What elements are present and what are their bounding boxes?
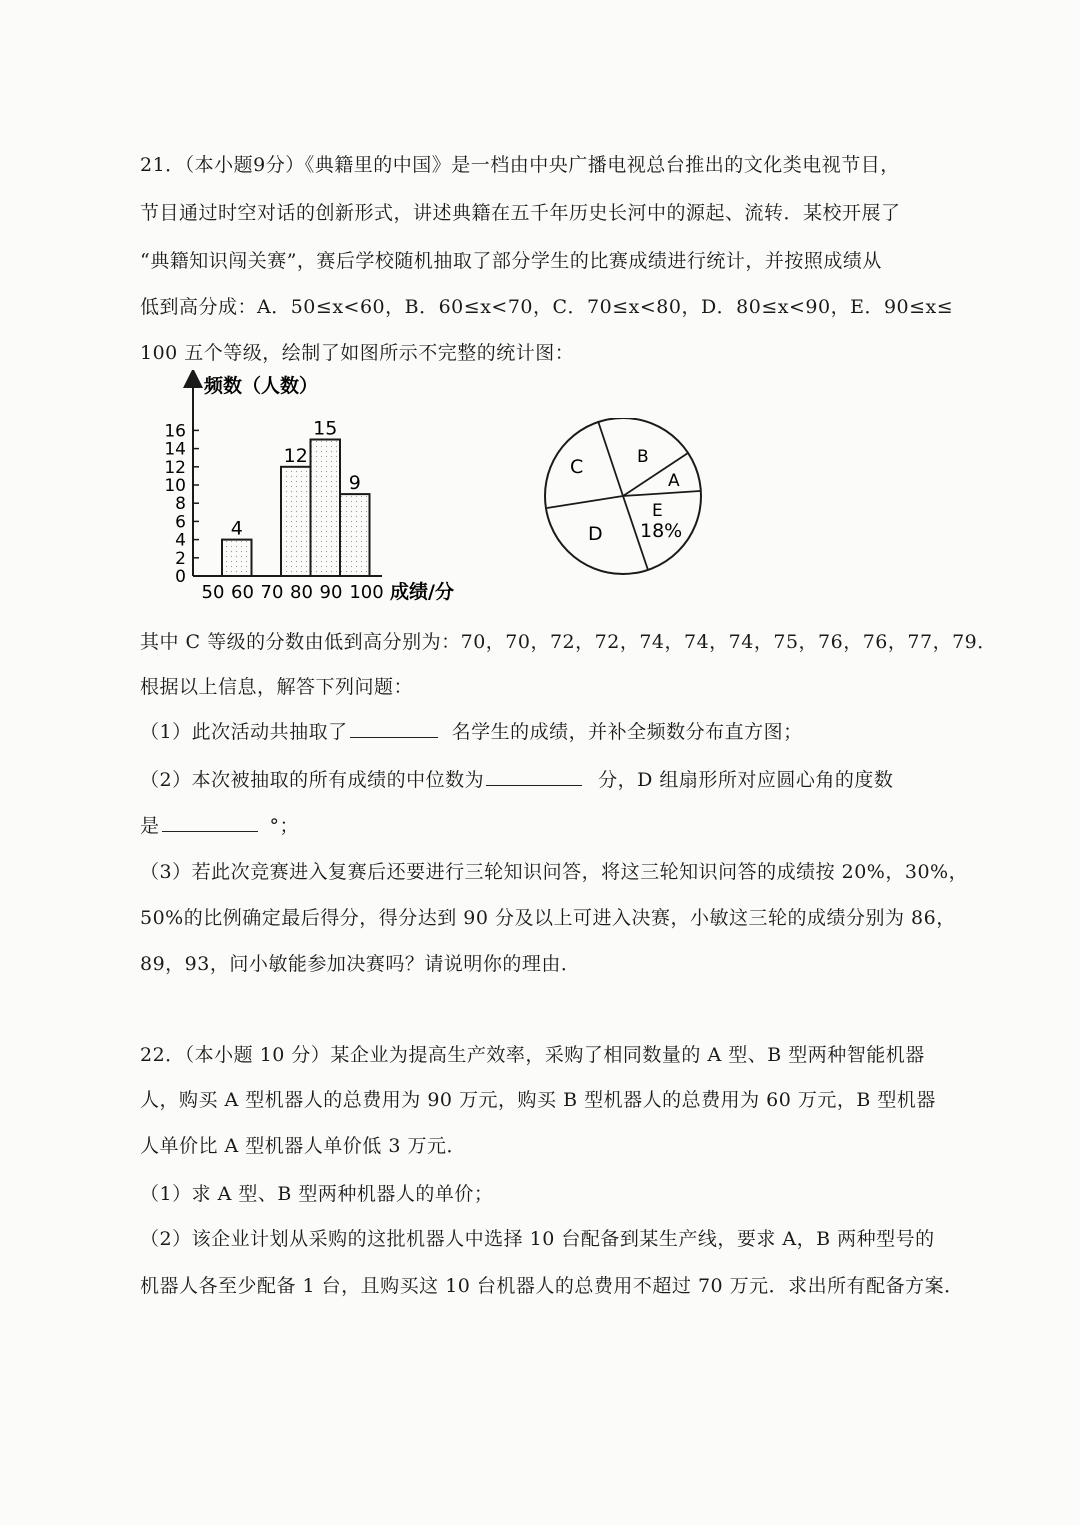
x-axis-label: 成绩/分 bbox=[390, 581, 454, 603]
x-tick-label: 80 bbox=[290, 582, 313, 603]
x-tick-label: 60 bbox=[231, 582, 254, 603]
q21-part-2 bbox=[140, 765, 893, 792]
x-tick-label: 50 bbox=[201, 582, 225, 603]
pie-label-b: B bbox=[637, 447, 649, 467]
pie-label-d: D bbox=[588, 523, 603, 545]
y-tick-label: 0 bbox=[175, 567, 186, 587]
pie-label-a: A bbox=[668, 471, 680, 491]
histogram-bar bbox=[281, 467, 311, 576]
pie-divider-d-c bbox=[547, 496, 623, 508]
q22-part-1: （1）求 A 型、B 型两种机器人的单价； bbox=[140, 1183, 494, 1205]
histogram-bar bbox=[311, 440, 341, 577]
y-axis-label: 频数（人数） bbox=[204, 375, 319, 397]
y-tick-label: 8 bbox=[175, 494, 186, 515]
answer-blank-count[interactable] bbox=[350, 736, 438, 738]
pie-label-e: E bbox=[652, 501, 663, 521]
q21-part-3-line-1: （3）若此次竞赛进入复赛后还要进行三轮知识问答，将这三轮知识问答的成绩按 20%，30%， bbox=[140, 861, 969, 883]
q22-part-2-line-2: 机器人各至少配备 1 台，且购买这 10 台机器人的总费用不超过 70 万元．求出所有配备方案． bbox=[140, 1275, 964, 1297]
q21-instruction-line: 根据以上信息，解答下列问题： bbox=[140, 676, 414, 698]
x-tick-label: 90 bbox=[319, 582, 343, 603]
q21-part-1-post: 名学生的成绩，并补全频数分布直方图； bbox=[451, 721, 803, 743]
q21-line-2: 节目通过时空对话的创新形式，讲述典籍在五千年历史长河中的源起、流转．某校开展了 bbox=[140, 202, 901, 224]
q21-part-3-line-2: 50%的比例确定最后得分，得分达到 90 分及以上可进入决赛，小敏这三轮的成绩分别为 86， bbox=[140, 907, 956, 929]
answer-blank-angle[interactable] bbox=[162, 830, 258, 832]
pie-chart bbox=[540, 418, 710, 588]
q21-part-2b bbox=[140, 811, 299, 838]
answer-blank-median[interactable] bbox=[486, 784, 582, 786]
q21-part-3-line-3: 89，93，问小敏能参加决赛吗？请说明你的理由． bbox=[140, 953, 581, 975]
q21-part-1-pre: （1）此次活动共抽取了 bbox=[140, 721, 348, 743]
histogram-chart bbox=[160, 370, 500, 610]
x-tick-label: 70 bbox=[260, 582, 284, 603]
q21-line-4: 低到高分成：A．50≤x<60，B．60≤x<70，C．70≤x<80，D．80≤x<90，E．90≤x≤ bbox=[140, 296, 954, 318]
q21-part-2b-pre: 是 bbox=[140, 815, 160, 837]
q21-part-1 bbox=[140, 717, 803, 744]
y-tick-label: 14 bbox=[164, 439, 186, 460]
bar-value-label: 9 bbox=[348, 472, 361, 495]
y-tick-label: 10 bbox=[164, 476, 186, 496]
x-tick-label: 100 bbox=[349, 582, 384, 603]
pie-label-c: C bbox=[570, 456, 584, 478]
q21-part-2b-post: °； bbox=[269, 815, 300, 837]
q22-line-3: 人单价比 A 型机器人单价低 3 万元． bbox=[140, 1135, 466, 1157]
y-tick-label: 6 bbox=[175, 512, 186, 533]
pie-divider-a-e bbox=[623, 491, 700, 496]
q21-line-5: 100 五个等级，绘制了如图所示不完整的统计图： bbox=[140, 342, 575, 364]
y-tick-label: 2 bbox=[175, 548, 186, 569]
q21-line-3: “典籍知识闯关赛”，赛后学校随机抽取了部分学生的比赛成绩进行统计，并按照成绩从 bbox=[140, 250, 882, 272]
histogram-bar bbox=[222, 540, 252, 576]
y-tick-label: 4 bbox=[175, 530, 186, 551]
histogram-bar bbox=[340, 494, 370, 576]
pie-divider-b-c bbox=[598, 421, 623, 496]
q22-part-2-line-1: （2）该企业计划从采购的这批机器人中选择 10 台配备到某生产线，要求 A，B 两种型号的 bbox=[140, 1228, 935, 1250]
q21-line-1: 21．（本小题9分）《典籍里的中国》是一档由中央广播电视总台推出的文化类电视节目， bbox=[140, 154, 900, 176]
q21-part-2-post: 分，D 组扇形所对应圆心角的度数 bbox=[598, 769, 894, 791]
pie-label-e-percent: 18% bbox=[640, 520, 683, 542]
y-tick-label: 16 bbox=[164, 421, 186, 442]
q22-line-2: 人，购买 A 型机器人的总费用为 90 万元，购买 B 型机器人的总费用为 60 万元，B 型机器 bbox=[140, 1089, 936, 1111]
y-tick-label: 12 bbox=[164, 457, 186, 478]
q21-part-2-pre: （2）本次被抽取的所有成绩的中位数为 bbox=[140, 769, 485, 791]
q22-line-1: 22．（本小题 10 分）某企业为提高生产效率，采购了相同数量的 A 型、B 型两种智能机器 bbox=[140, 1044, 925, 1066]
q21-c-scores-line: 其中 C 等级的分数由低到高分别为：70，70，72，72，74，74，74，75，76，76，77，79． bbox=[140, 631, 997, 653]
bar-value-label: 12 bbox=[283, 444, 308, 467]
bar-value-label: 4 bbox=[230, 517, 243, 540]
bar-value-label: 15 bbox=[313, 417, 338, 440]
